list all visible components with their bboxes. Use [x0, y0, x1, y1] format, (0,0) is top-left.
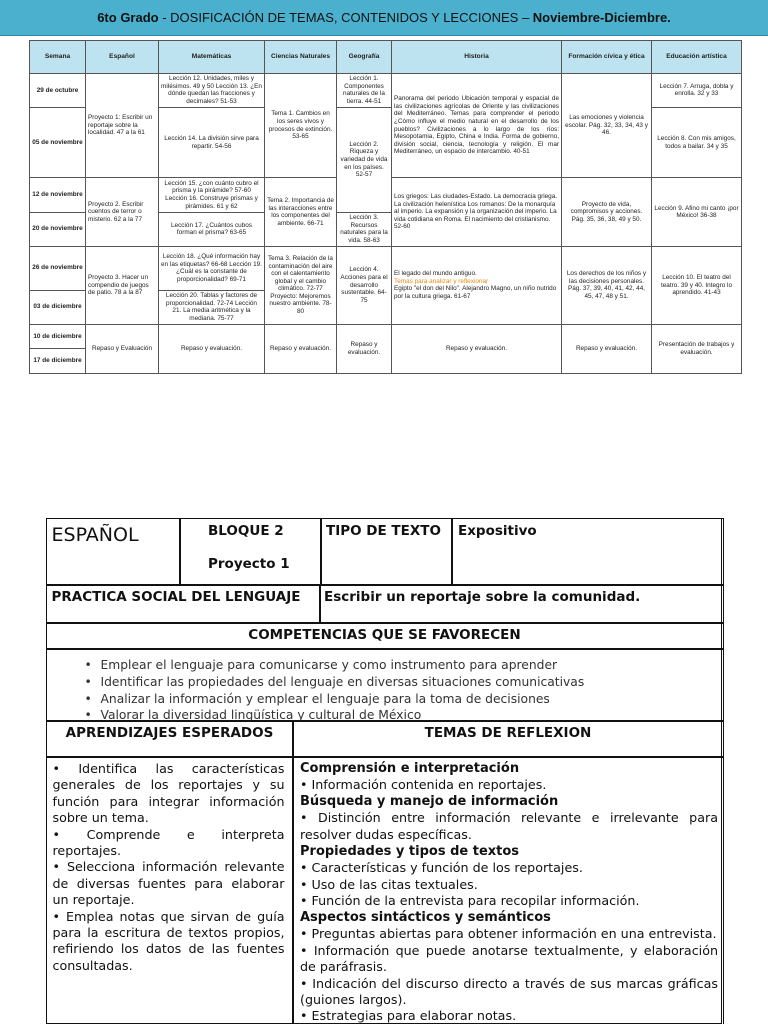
table-row: [30, 324, 742, 349]
list-item: • Preguntas abiertas para obtener información en una entrevista.: [300, 926, 717, 942]
table-row: [30, 73, 742, 107]
aprendizajes-list: [53, 761, 285, 974]
practica-label: PRACTICA SOCIAL DEL LENGUAJE: [51, 589, 301, 605]
matematicas-cell: Repaso y evaluación.: [159, 324, 265, 373]
list-item: • Valorar la diversidad lingüística y cultural de México: [71, 707, 585, 724]
title-months: Noviembre-Diciembre.: [532, 10, 671, 25]
civica-cell: Las emociones y violencia escolar. Pág. 32, 33, 34, 43 y 46.: [562, 73, 652, 178]
historia-legado: El legado del mundo antiguo.: [394, 270, 477, 278]
list-item: • Información que puede anotarse textualmente, y elaboración de paráfrasis.: [300, 942, 718, 975]
practica-label-cell: [46, 584, 321, 624]
temas-title: TEMAS DE REFLEXION: [424, 725, 592, 741]
title-grade: 6to Grado: [97, 10, 159, 25]
header-espanol: Español: [86, 41, 159, 74]
subject-cell: [46, 518, 181, 586]
week-cell: 10 de diciembre: [30, 324, 86, 349]
list-item: • Función de la entrevista para recopilar información.: [300, 893, 640, 909]
list-item: • Identificar las propiedades del lenguaje en diversas situaciones comunicativas: [71, 674, 585, 691]
list-item: • Emplea notas que sirvan de guía para la escritura de textos propios, refiriendo los datos de las fuentes consultadas.: [52, 908, 285, 973]
aprendizajes-title-cell: [46, 720, 294, 758]
dosificacion-table: [29, 40, 742, 374]
civica-cell: Repaso y evaluación.: [562, 324, 652, 373]
historia-cell: Panorama del periodo Ubicación temporal y espacial de las civilizaciones agrícolas de Oriente y las civilizaciones del Mediterráneo. Temas para comprender el periodo ¿Cómo influye el medio natural en el desarrollo de los pueblos? Civilizaciones a lo largo de los ríos: Mesopotamia, Egipto, China e India. Forma de gobierno, división social, ciencia, tecnología y religión. El mar Mediterráneo, un espacio de intercambio. 40-51: [392, 73, 562, 178]
list-item: • Comprende e interpreta reportajes.: [52, 826, 285, 859]
tipo-texto-value: Expositivo: [458, 522, 537, 539]
bloque-table: [46, 518, 722, 1024]
historia-cell: [392, 246, 562, 324]
list-item: • Estrategias para elaborar notas.: [300, 1008, 517, 1024]
ciencias-cell: Tema 2. Importancia de las interacciones entre los componentes del ambiente. 66-71: [265, 178, 337, 246]
matematicas-cell: Lección 17. ¿Cuántos cubos forman el prisma? 63-65: [159, 212, 265, 246]
tipo-texto-label: TIPO DE TEXTO: [326, 522, 441, 539]
header-ciencias: Ciencias Naturales: [265, 41, 337, 74]
temas-cell: [292, 756, 724, 1024]
tipo-label-cell: [320, 518, 453, 586]
geografia-cell: Lección 2. Riqueza y variedad de vida en los países. 52-57: [337, 107, 392, 212]
header-historia: Historia: [392, 41, 562, 74]
header-geografia: Geografía: [337, 41, 392, 74]
list-item: • Analizar la información y emplear el lenguaje para la toma de decisiones: [71, 691, 585, 708]
matematicas-cell: Lección 20. Tablas y factores de proporcionalidad. 72-74 Lección 21. La media aritmética y la mediana. 75-77: [159, 290, 265, 324]
practica-value: Escribir un reportaje sobre la comunidad.: [324, 589, 641, 605]
table-row: [30, 246, 742, 290]
geografia-cell: Repaso y evaluación.: [337, 324, 392, 373]
header-matematicas: Matemáticas: [159, 41, 265, 74]
list-item: • Información contenida en reportajes.: [300, 777, 547, 792]
week-cell: 03 de diciembre: [30, 290, 86, 324]
week-cell: 17 de diciembre: [30, 349, 86, 374]
list-item: • Distinción entre información relevante e irrelevante para resolver dudas específicas.: [300, 810, 718, 842]
page-title: [0, 0, 768, 36]
subject-label: ESPAÑOL: [51, 523, 139, 546]
list-item: • Uso de las citas textuales.: [300, 876, 478, 892]
bloque-cell: [179, 518, 322, 586]
proyecto-label: Proyecto 1: [208, 555, 290, 572]
geografia-cell: Lección 4. Acciones para el desarrollo sustentable. 64-75: [337, 246, 392, 324]
temas-list: [300, 760, 718, 1024]
civica-cell: Los derechos de los niños y las decisiones personales. Pág. 37, 39, 40, 41, 42, 44, 45, 47, 48 y 51.: [562, 246, 652, 324]
espanol-cell: Proyecto 3. Hacer un compendio de juegos de patio. 78 a la 87: [86, 246, 159, 324]
tipo-value-cell: [451, 518, 724, 586]
temas-subtitle: Búsqueda y manejo de información: [300, 794, 559, 810]
matematicas-cell: Lección 18. ¿Qué información hay en las etiquetas? 66-68 Lección 19. ¿Cuál es la constante de proporcionalidad? 69-71: [159, 246, 265, 290]
temas-subtitle: Comprensión e interpretación: [300, 761, 520, 776]
artistica-cell: Lección 9. Afino mi canto ¡por México! 36-38: [652, 178, 742, 246]
header-semana: Semana: [30, 41, 86, 74]
artistica-cell: Lección 10. El teatro del teatro. 39 y 40. Integro lo aprendido. 41-43: [652, 246, 742, 324]
ciencias-cell: Tema 1. Cambios en los seres vivos y procesos de extinción. 53-65: [265, 73, 337, 178]
espanol-cell: Proyecto 2. Escribir cuentos de terror o misterio. 62 a la 77: [86, 178, 159, 246]
bloque-label: BLOQUE 2: [208, 522, 284, 539]
aprendizajes-cell: [46, 756, 294, 1024]
historia-cell: Repaso y evaluación.: [392, 324, 562, 373]
artistica-cell: Lección 7. Arruga, dobla y enrolla. 32 y 33: [652, 73, 742, 107]
historia-egipto: Egipto "el don del Nilo". Alejandro Magno, un niño nutrido por la cultura griega. 61-67: [394, 285, 557, 300]
artistica-cell: Presentación de trabajos y evaluación.: [652, 324, 742, 373]
week-cell: 26 de noviembre: [30, 246, 86, 290]
list-item: • Indicación del discurso directo a través de sus marcas gráficas (guiones largos).: [300, 975, 718, 1008]
practica-value-cell: [319, 584, 724, 624]
artistica-cell: Lección 8. Con mis amigos, todos a bailar. 34 y 35: [652, 107, 742, 178]
matematicas-cell: Lección 12. Unidades, miles y milésimos. 49 y 50 Lección 13. ¿En dónde quedan las fracciones y decimales? 51-53: [159, 73, 265, 107]
espanol-cell: Repaso y Evaluación: [86, 324, 159, 373]
list-item: • Características y función de los reportajes.: [300, 860, 583, 876]
competencias-list: [71, 657, 585, 724]
matematicas-cell: Lección 14. La división sirve para repartir. 54-56: [159, 107, 265, 178]
espanol-cell: Proyecto 1: Escribir un reportaje sobre la localidad. 47 a la 61: [86, 73, 159, 178]
geografia-cell: Lección 3. Recursos naturales para la vida. 58-63: [337, 212, 392, 246]
temas-title-cell: [292, 720, 724, 758]
competencias-title-cell: [46, 622, 724, 650]
civica-cell: Proyecto de vida, compromisos y acciones. Pág. 35, 36, 38, 49 y 50.: [562, 178, 652, 246]
historia-cell: Los griegos: Las ciudades-Estado. La democracia griega. La civilización helenística Los romanos: De la monarquía al imperio. La expansión y la organización del imperio. La vida cotidiana en Roma. El nacimiento del cristianismo. 52-60: [392, 178, 562, 246]
list-item: • Emplear el lenguaje para comunicarse y como instrumento para aprender: [71, 657, 585, 674]
geografia-cell: Lección 1. Componentes naturales de la tierra. 44-51: [337, 73, 392, 107]
week-cell: 29 de octubre: [30, 73, 86, 107]
list-item: • Identifica las características generales de los reportajes y su función para integrar información sobre un tema.: [52, 761, 285, 826]
competencias-title: COMPETENCIAS QUE SE FAVORECEN: [248, 627, 521, 643]
temas-subtitle: Propiedades y tipos de textos: [300, 844, 520, 860]
list-item: • Selecciona información relevante de diversas fuentes para elaborar un reportaje.: [52, 859, 285, 908]
table-header-row: [30, 41, 742, 74]
week-cell: 05 de noviembre: [30, 107, 86, 178]
ciencias-cell: Repaso y evaluación.: [265, 324, 337, 373]
aprendizajes-title: APRENDIZAJES ESPERADOS: [65, 725, 274, 741]
matematicas-cell: Lección 15. ¿con cuánto cubro el prisma y la pirámide? 57-60 Lección 16. Construye prismas y pirámides. 61 y 62: [159, 178, 265, 212]
title-middle: - DOSIFICACIÓN DE TEMAS, CONTENIDOS Y LECCIONES –: [158, 10, 533, 25]
temas-subtitle: Aspectos sintácticos y semánticos: [300, 910, 551, 926]
header-civica: Formación cívica y ética: [562, 41, 652, 74]
historia-temas-link: Temas para analizar y reflexionar: [394, 277, 489, 285]
header-artistica: Educación artística: [652, 41, 742, 74]
ciencias-cell: Tema 3. Relación de la contaminación del aire con el calentamiento global y el cambio climático. 72-77 Proyecto: Mejoremos nuestro ambiente. 78-80: [265, 246, 337, 324]
competencias-cell: [46, 648, 724, 722]
week-cell: 20 de noviembre: [30, 212, 86, 246]
week-cell: 12 de noviembre: [30, 178, 86, 212]
